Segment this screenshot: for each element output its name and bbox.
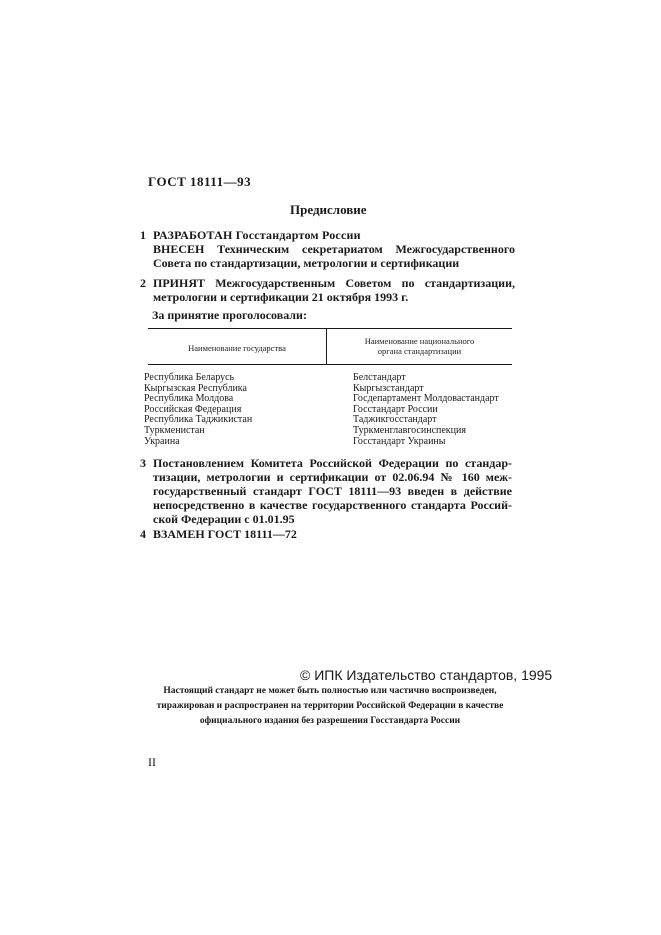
table-cell-state: Кыргызская Республика bbox=[144, 382, 247, 394]
item-line: государственный стандарт ГОСТ 18111—93 введен в действие bbox=[153, 484, 512, 498]
table-cell-body: Туркменглавгосинспекция bbox=[353, 424, 466, 436]
voting-table bbox=[148, 328, 512, 365]
table-cell-state: Туркменистан bbox=[144, 424, 205, 436]
notice-line: тиражирован и распространен на территории Российской Федерации в качестве bbox=[156, 701, 504, 711]
table-cell-body: Таджикгосстандарт bbox=[353, 414, 437, 426]
item-line: ВНЕСЕН Техническим секретариатом Межгосударственного bbox=[153, 242, 515, 256]
preface-item-4 bbox=[140, 527, 515, 541]
table-cell-state: Российская Федерация bbox=[144, 403, 242, 415]
table-cell-state: Республика Молдова bbox=[144, 393, 234, 405]
preface-item-1 bbox=[140, 228, 515, 270]
table-header-state: Наименование государства bbox=[188, 343, 286, 353]
table-cell-body: Госдепартамент Молдовастандарт bbox=[353, 393, 499, 405]
notice-line: Настоящий стандарт не может быть полностью или частично воспроизведен, bbox=[163, 686, 497, 696]
table-cell-body: Белстандарт bbox=[353, 372, 406, 383]
copyright-line: © ИПК Издательство стандартов, 1995 bbox=[300, 667, 553, 683]
page-number: II bbox=[148, 755, 156, 769]
item-number: 2 bbox=[140, 276, 146, 290]
vote-label: За принятие проголосовали: bbox=[152, 308, 307, 322]
item-line: Совета по стандартизации, метрологии и сертификации bbox=[153, 256, 460, 270]
item-line: ской Федерации с 01.01.95 bbox=[153, 512, 295, 526]
item-number: 4 bbox=[140, 527, 146, 541]
table-header-rule bbox=[148, 364, 512, 365]
table-top-rule bbox=[148, 328, 512, 329]
item-number: 3 bbox=[140, 456, 146, 470]
header-line: органа стандартизации bbox=[377, 346, 462, 356]
page-title: Предисловие bbox=[290, 202, 367, 217]
item-line: Постановлением Комитета Российской Федерации по стандар- bbox=[153, 456, 512, 470]
item-line: тизации, метрологии и сертификации от 02.06.94 № 160 меж- bbox=[153, 470, 512, 484]
reproduction-notice bbox=[148, 684, 512, 729]
table-cell-body: Кыргызстандарт bbox=[353, 382, 424, 394]
states-column bbox=[144, 373, 252, 447]
table-cell-state: Республика Беларусь bbox=[144, 372, 235, 383]
item-line: ПРИНЯТ Межгосударственным Советом по стандартизации, bbox=[153, 276, 515, 290]
bodies-column bbox=[353, 373, 499, 447]
table-cell-body: Госстандарт Украины bbox=[353, 435, 446, 447]
preface-item-2 bbox=[140, 276, 515, 304]
preface-item-3 bbox=[140, 456, 512, 526]
table-cell-state: Республика Таджикистан bbox=[144, 414, 253, 426]
item-line: метрологии и сертификации 21 октября 1993 г. bbox=[153, 290, 409, 304]
table-header-body bbox=[327, 336, 512, 356]
document-code: ГОСТ 18111—93 bbox=[148, 174, 252, 189]
notice-line: официального издания без разрешения Госстандарта России bbox=[199, 716, 461, 726]
item-number: 1 bbox=[140, 228, 146, 242]
header-line: Наименование национального bbox=[364, 336, 475, 346]
item-line: ВЗАМЕН ГОСТ 18111—72 bbox=[153, 527, 297, 541]
table-cell-state: Украина bbox=[144, 435, 180, 447]
item-line: непосредственно в качестве государственного стандарта Россий- bbox=[153, 498, 512, 512]
table-cell-body: Госстандарт России bbox=[353, 403, 438, 415]
item-line: РАЗРАБОТАН Госстандартом России bbox=[153, 228, 361, 242]
